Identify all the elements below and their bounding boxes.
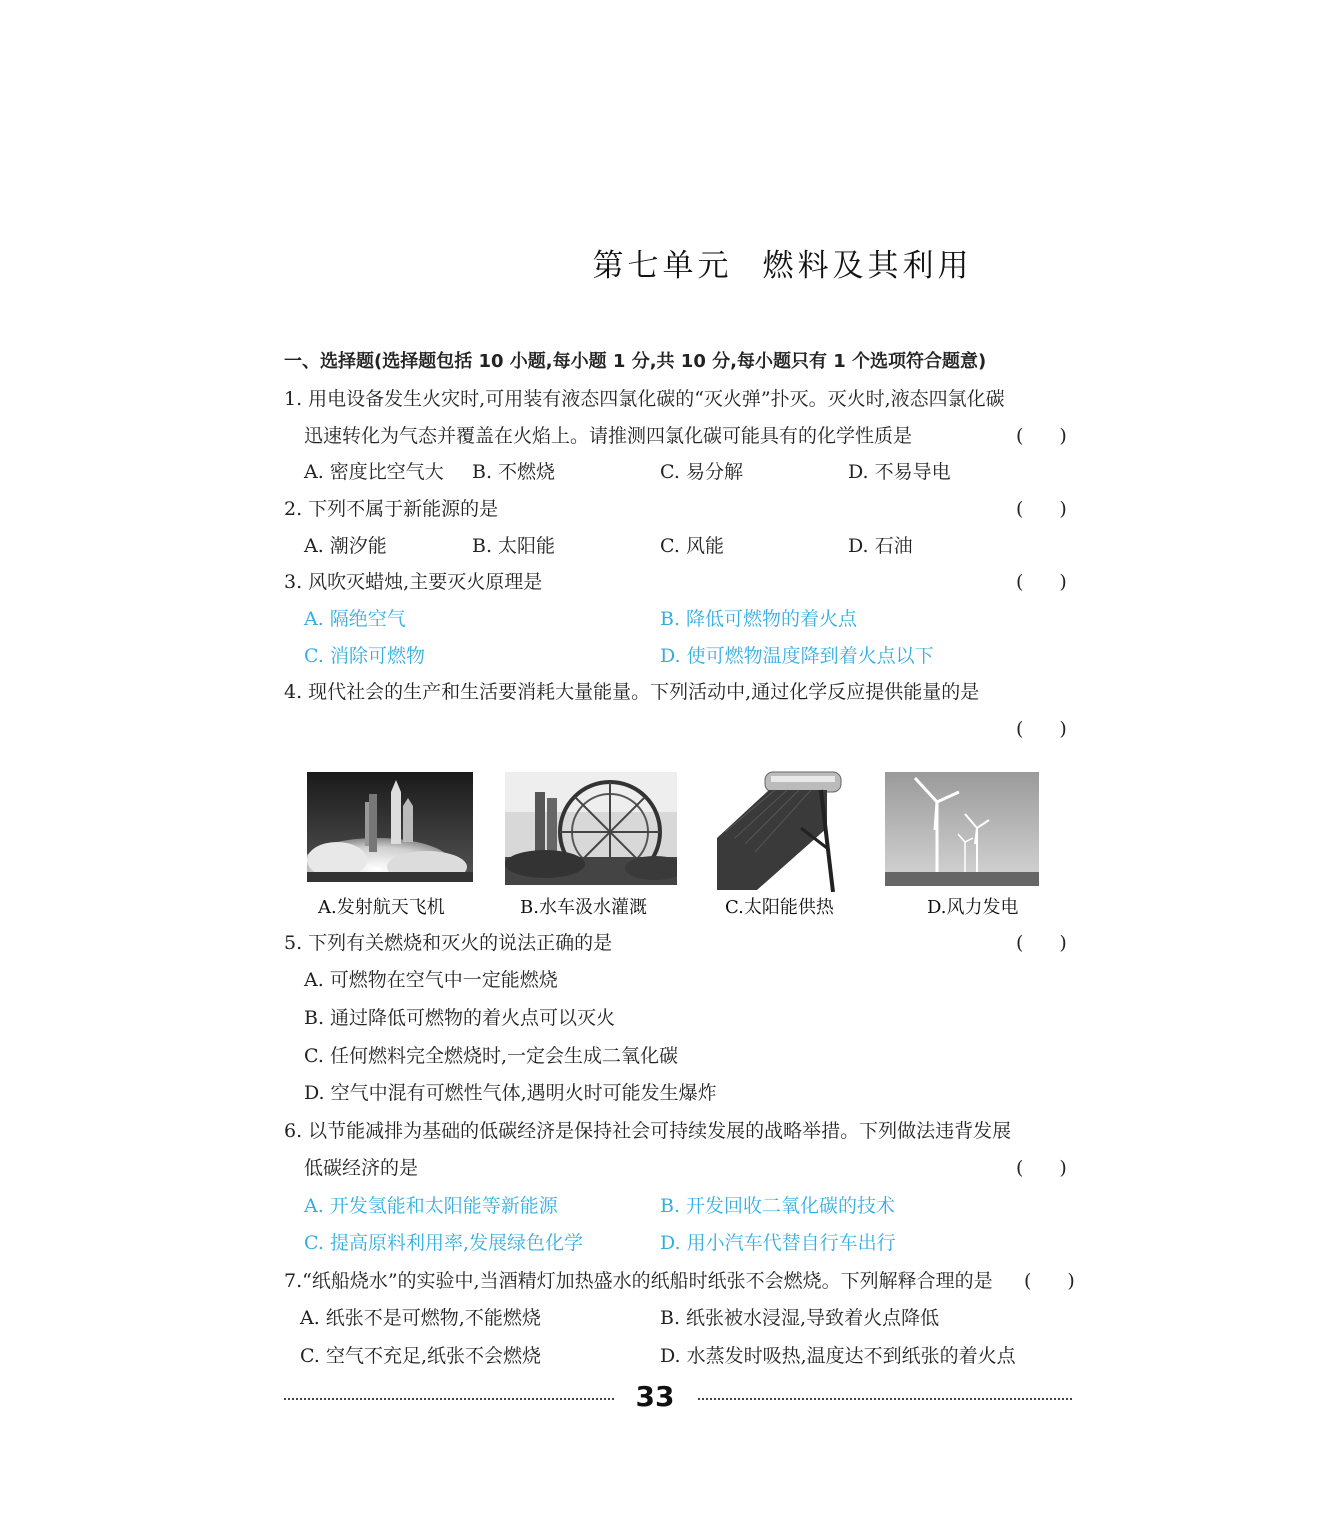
q5-stem: 5. 下列有关燃烧和灭火的说法正确的是: [284, 932, 613, 954]
q3-option-a[interactable]: A. 隔绝空气: [304, 608, 406, 630]
waterwheel-image[interactable]: [505, 772, 677, 885]
q7-answer-blank[interactable]: ( ): [1024, 1270, 1075, 1292]
q6-stem-line2: 低碳经济的是: [304, 1157, 419, 1179]
page-title: [0, 240, 1325, 285]
q7-option-c[interactable]: C. 空气不充足,纸张不会燃烧: [300, 1345, 541, 1367]
solar-water-heater-image[interactable]: [717, 768, 845, 892]
q5-option-a[interactable]: A. 可燃物在空气中一定能燃烧: [304, 969, 558, 991]
q1-option-d[interactable]: D. 不易导电: [848, 461, 951, 483]
q4-option-c[interactable]: C.太阳能供热: [725, 897, 834, 918]
q6-option-d[interactable]: D. 用小汽车代替自行车出行: [660, 1232, 896, 1254]
q7-stem: 7.“纸船烧水”的实验中,当酒精灯加热盛水的纸船时纸张不会燃烧。下列解释合理的是: [284, 1270, 993, 1292]
q5-option-b[interactable]: B. 通过降低可燃物的着火点可以灭火: [304, 1007, 616, 1029]
page-number: 33: [635, 1380, 675, 1413]
q1-stem-line2: 迅速转化为气态并覆盖在火焰上。请推测四氯化碳可能具有的化学性质是: [304, 425, 913, 447]
q4-answer-blank[interactable]: ( ): [1016, 718, 1067, 740]
q4-option-a[interactable]: A.发射航天飞机: [318, 897, 445, 918]
q6-stem-line1: 6. 以节能减排为基础的低碳经济是保持社会可持续发展的战略举措。下列做法违背发展: [284, 1120, 1012, 1142]
q3-option-d[interactable]: D. 使可燃物温度降到着火点以下: [660, 645, 934, 667]
unit-name: 燃料及其利用: [762, 248, 973, 284]
q1-option-c[interactable]: C. 易分解: [660, 461, 743, 483]
q7-option-a[interactable]: A. 纸张不是可燃物,不能燃烧: [300, 1307, 541, 1329]
q1-option-b[interactable]: B. 不燃烧: [472, 461, 556, 483]
q4-option-b[interactable]: B.水车汲水灌溉: [520, 897, 647, 918]
q6-option-a[interactable]: A. 开发氢能和太阳能等新能源: [304, 1195, 558, 1217]
q5-answer-blank[interactable]: ( ): [1016, 932, 1067, 954]
q3-answer-blank[interactable]: ( ): [1016, 571, 1067, 593]
q2-answer-blank[interactable]: ( ): [1016, 498, 1067, 520]
wind-turbine-image[interactable]: [885, 772, 1039, 886]
q5-option-d[interactable]: D. 空气中混有可燃性气体,遇明火时可能发生爆炸: [304, 1082, 717, 1104]
q2-stem: 2. 下列不属于新能源的是: [284, 498, 499, 520]
q1-option-a[interactable]: A. 密度比空气大: [304, 461, 444, 483]
q3-stem: 3. 风吹灭蜡烛,主要灭火原理是: [284, 571, 543, 593]
q3-option-c[interactable]: C. 消除可燃物: [304, 645, 425, 667]
q7-option-b[interactable]: B. 纸张被水浸湿,导致着火点降低: [660, 1307, 940, 1329]
q2-option-b[interactable]: B. 太阳能: [472, 535, 556, 557]
q1-answer-blank[interactable]: ( ): [1016, 425, 1067, 447]
q6-option-c[interactable]: C. 提高原料利用率,发展绿色化学: [304, 1232, 583, 1254]
q7-option-d[interactable]: D. 水蒸发时吸热,温度达不到纸张的着火点: [660, 1345, 1016, 1367]
q5-option-c[interactable]: C. 任何燃料完全燃烧时,一定会生成二氧化碳: [304, 1045, 678, 1067]
footer-divider-left: [284, 1398, 614, 1400]
unit-number: 第七单元: [592, 248, 733, 284]
q2-option-d[interactable]: D. 石油: [848, 535, 913, 557]
section-header: 一、选择题(选择题包括 10 小题,每小题 1 分,共 10 分,每小题只有 1 个选项符合题意): [284, 351, 987, 372]
q6-option-b[interactable]: B. 开发回收二氧化碳的技术: [660, 1195, 896, 1217]
q2-option-c[interactable]: C. 风能: [660, 535, 724, 557]
q1-stem-line1: 1. 用电设备发生火灾时,可用装有液态四氯化碳的“灭火弹”扑灭。灭火时,液态四氯化碳: [284, 388, 1005, 410]
shuttle-launch-image[interactable]: [307, 772, 473, 882]
q2-option-a[interactable]: A. 潮汐能: [304, 535, 387, 557]
q3-option-b[interactable]: B. 降低可燃物的着火点: [660, 608, 858, 630]
footer-divider-right: [698, 1398, 1072, 1400]
q6-answer-blank[interactable]: ( ): [1016, 1157, 1067, 1179]
q4-option-d[interactable]: D.风力发电: [927, 897, 1019, 918]
q4-stem: 4. 现代社会的生产和生活要消耗大量能量。下列活动中,通过化学反应提供能量的是: [284, 681, 980, 703]
